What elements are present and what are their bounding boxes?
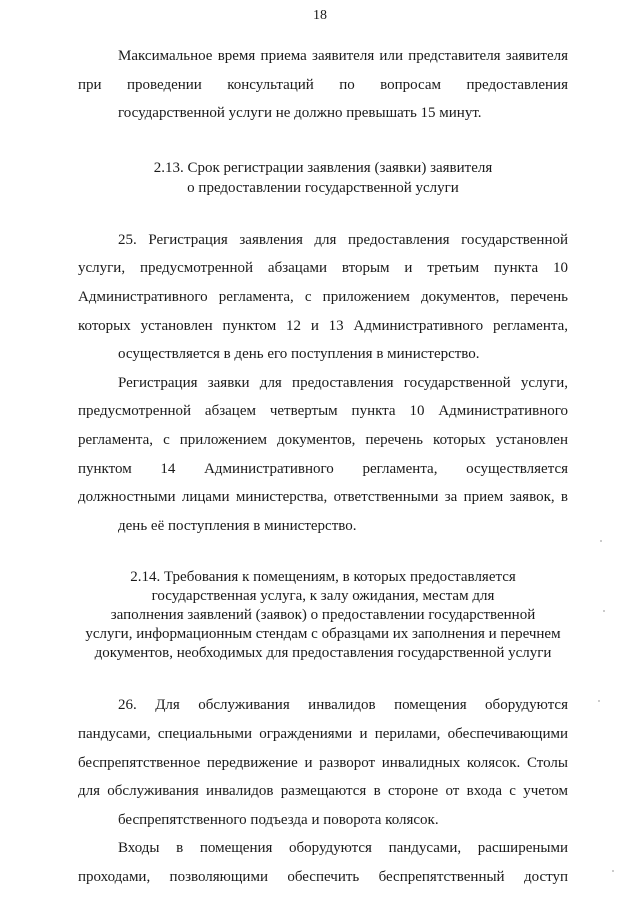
paragraph-26 <box>78 691 568 834</box>
page-number: 18 <box>313 8 327 23</box>
text-line: для обслуживания инвалидов размещаются в стороне от входа с учетом <box>78 783 568 800</box>
text-line: при проведении консультаций по вопросам предоставления <box>78 76 568 93</box>
scan-artifact <box>612 870 614 872</box>
text-line: пунктом 14 Административного регламента, осуществляется <box>78 460 568 477</box>
text-line: беспрепятственное передвижение и разворот инвалидных колясок. Столы <box>78 754 568 771</box>
text-line: Максимальное время приема заявителя или представителя заявителя <box>118 48 568 64</box>
text-line: проходами, позволяющими обеспечить беспрепятственный доступ <box>78 868 568 885</box>
text-line: должностными лицами министерства, ответственными за прием заявок, в <box>78 489 568 506</box>
heading-line: заполнения заявлений (заявок) о предоставлении государственной <box>110 607 536 624</box>
text-line: пандусами, специальными ограждениями и перилами, обеспечивающими <box>78 725 568 742</box>
heading-line: 2.14. Требования к помещениям, в которых предоставляется <box>130 569 516 586</box>
heading-line: государственная услуга, к залу ожидания, местам для <box>151 588 495 605</box>
paragraph-intro <box>78 42 568 128</box>
heading-line: услуги, информационным стендам с образцами их заполнения и перечнем <box>85 626 561 643</box>
text-line: государственной услуги не должно превышать 15 минут. <box>118 105 482 122</box>
paragraph-25 <box>78 226 568 369</box>
text-line: регламента, с приложением документов, перечень которых установлен <box>78 431 568 448</box>
section-heading-2-13 <box>78 158 568 198</box>
text-line: которых установлен пунктом 12 и 13 Административного регламента, <box>78 317 568 334</box>
section-heading-2-14 <box>78 568 568 663</box>
text-line: 25. Регистрация заявления для предоставления государственной <box>118 231 568 248</box>
heading-line: документов, необходимых для предоставления государственной услуги <box>94 645 552 662</box>
text-line: услуги, предусмотренной абзацами вторым и третьим пункта 10 <box>78 260 568 277</box>
paragraph-26-entrances <box>78 834 568 891</box>
text-line: предусмотренной абзацем четвертым пункта 10 Административного <box>78 403 568 420</box>
text-line: день её поступления в министерство. <box>118 517 357 534</box>
text-line: Регистрация заявки для предоставления государственной услуги, <box>118 374 568 391</box>
text-line: 26. Для обслуживания инвалидов помещения оборудуются <box>118 697 568 714</box>
heading-line: 2.13. Срок регистрации заявления (заявки) заявителя <box>153 159 493 176</box>
text-line: Административного регламента, с приложением документов, перечень <box>78 288 568 305</box>
text-line: беспрепятственного подъезда и поворота колясок. <box>118 811 439 828</box>
scan-artifact <box>598 700 600 702</box>
document-body <box>78 42 568 891</box>
scan-artifact <box>600 540 602 542</box>
text-line: осуществляется в день его поступления в министерство. <box>118 346 480 363</box>
heading-line: о предоставлении государственной услуги <box>187 179 459 196</box>
scan-artifact <box>603 610 605 612</box>
text-line: Входы в помещения оборудуются пандусами, расширеными <box>118 840 568 857</box>
paragraph-25-registration-request <box>78 369 568 541</box>
